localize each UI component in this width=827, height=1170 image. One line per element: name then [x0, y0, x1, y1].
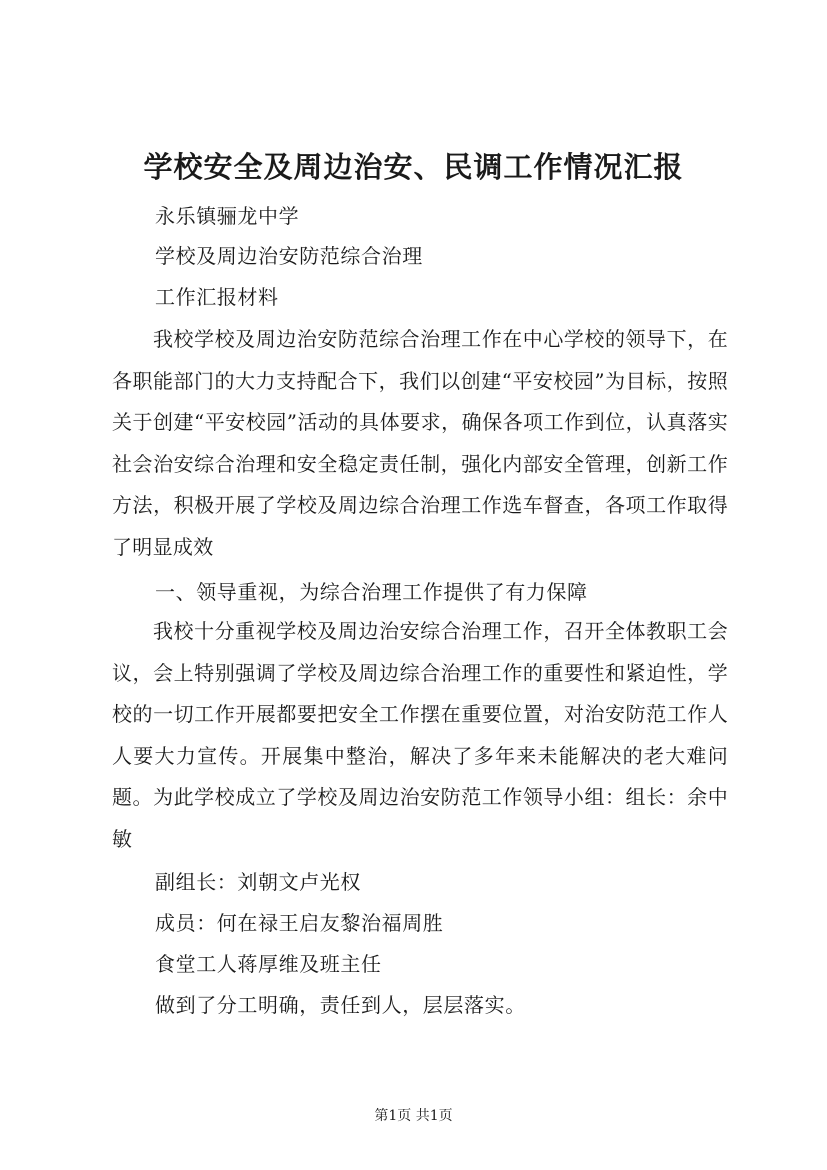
- subtitle-line-2: 工作汇报材料: [155, 285, 279, 309]
- intro-paragraph: 我校学校及周边治安防范综合治理工作在中心学校的领导下，在各职能部门的大力支持配合下，我们以创建“平安校园”为目标，按照关于创建“平安校园”活动的具体要求，确保各项工作到位，认真落实社会治安综合治理和安全稳定责任制，强化内部安全管理，创新工作方法，积极开展了学校及周边综合治理工作选车督查，各项工作取得了明显成效: [112, 327, 728, 559]
- subtitle-line-1: 学校及周边治安防范综合治理: [155, 244, 423, 268]
- members-line: 成员：何在禄王启友黎治福周胜: [155, 911, 444, 935]
- section-1-heading: 一、领导重视，为综合治理工作提供了有力保障: [155, 580, 588, 604]
- document-title: 学校安全及周边治安、民调工作情况汇报: [143, 150, 684, 184]
- canteen-line: 食堂工人蒋厚维及班主任: [155, 952, 382, 976]
- section-1-paragraph: 我校十分重视学校及周边治安综合治理工作，召开全体教职工会议，会上特别强调了学校及周边综合治理工作的重要性和紧迫性，学校的一切工作开展都要把安全工作摆在重要位置，对治安防范工作人人要大力宣传。开展集中整治，解决了多年来未能解决的老大难问题。为此学校成立了学校及周边治安防范工作领导小组：组长：余中敏: [112, 619, 728, 851]
- closing-line: 做到了分工明确，责任到人，层层落实。: [155, 993, 526, 1017]
- page-footer: 第1页 共1页: [374, 1108, 453, 1124]
- deputy-leader-line: 副组长：刘朝文卢光权: [155, 870, 361, 894]
- school-name: 永乐镇骊龙中学: [155, 204, 300, 228]
